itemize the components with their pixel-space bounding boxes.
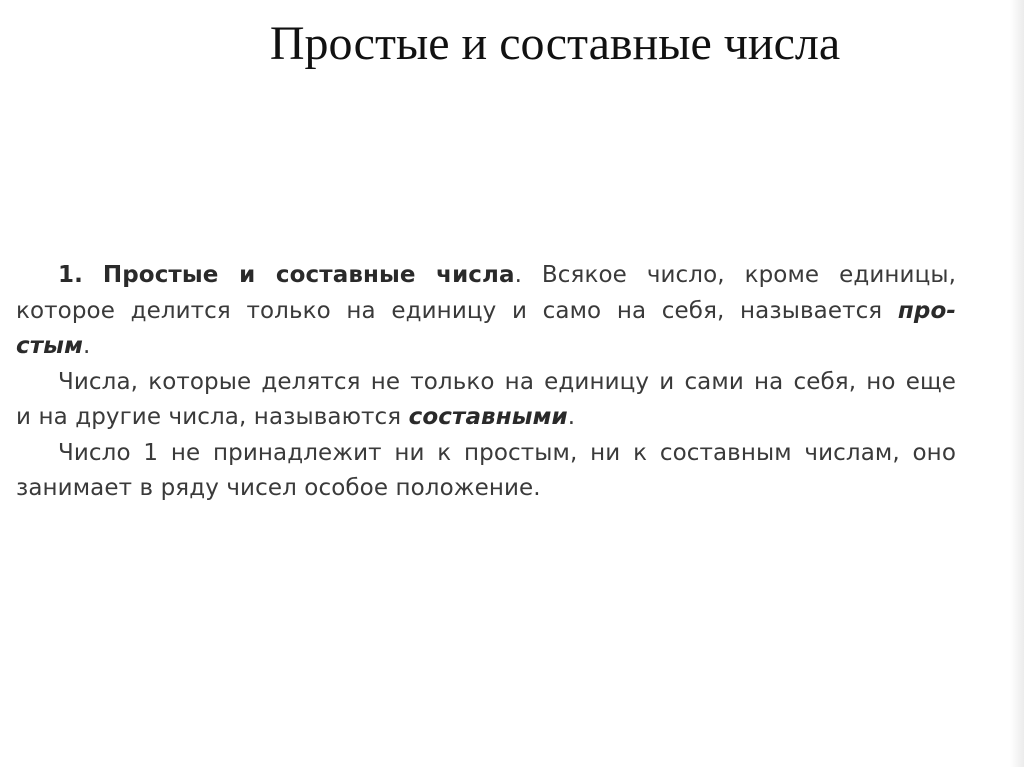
textbook-excerpt — [16, 258, 956, 507]
excerpt-text: . — [567, 404, 576, 430]
excerpt-text: . Всякое число, кроме единицы, — [514, 262, 956, 288]
section-heading: Простые и составные числа — [102, 262, 515, 288]
excerpt-text: . — [82, 333, 91, 359]
term-prime-part2: стым — [16, 333, 83, 359]
slide-edge-shadow — [1010, 0, 1024, 767]
excerpt-p1-line2 — [16, 294, 956, 330]
excerpt-text: которое делится только на единицу и само на себя, называется — [16, 297, 898, 324]
excerpt-p3-line2: занимает в ряду чисел особое положение. — [16, 475, 541, 501]
slide-title: Простые и составные числа — [269, 17, 841, 70]
excerpt-text: и на другие числа, называются — [16, 404, 409, 430]
excerpt-p2-line2 — [16, 400, 956, 436]
excerpt-p1-line3 — [16, 329, 956, 365]
excerpt-p3-line1: Число 1 не принадлежит ни к простым, ни к составным числам, оно — [58, 439, 956, 466]
term-prime-part1: про- — [897, 297, 956, 324]
section-number: 1. — [58, 262, 83, 288]
term-composite: составными — [408, 404, 568, 430]
excerpt-p2-line1: Числа, которые делятся не только на единицу и сами на себя, но еще — [58, 368, 956, 395]
excerpt-p1-line1 — [16, 258, 956, 294]
